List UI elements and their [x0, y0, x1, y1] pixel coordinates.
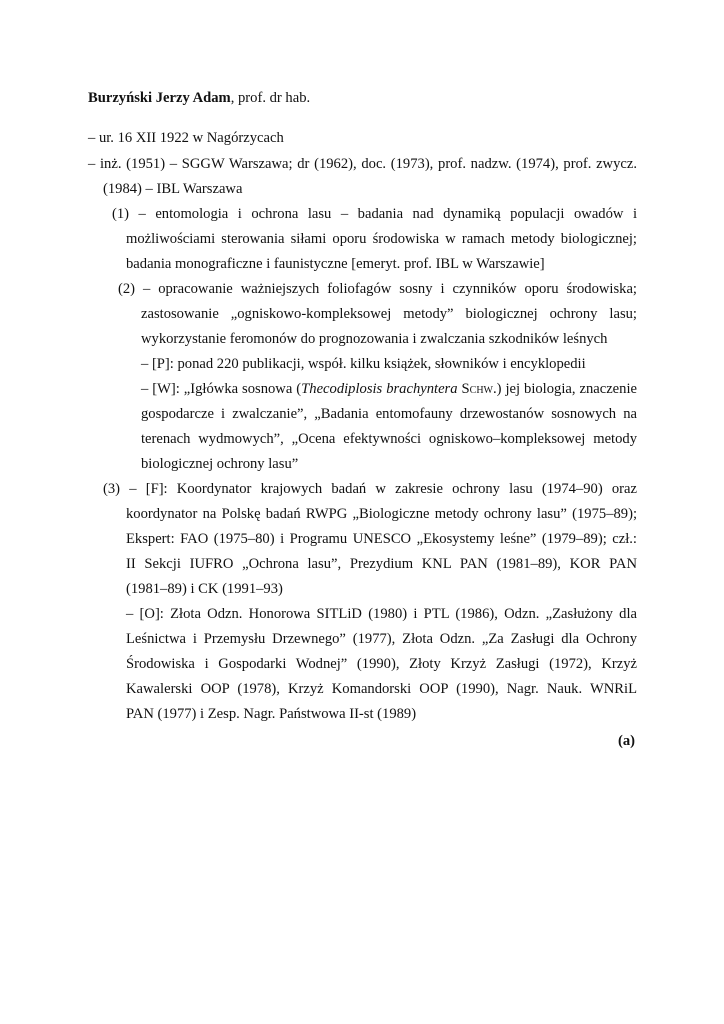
entry-heading [88, 86, 310, 111]
works-line: gospodarcze i zwalczanie”, „Badania entomofauny drzewostanów sosnowych na [141, 406, 637, 422]
person-name: Burzyński Jerzy Adam [88, 90, 231, 106]
works-suffix: ) jej biologia, znaczenie [496, 381, 637, 397]
birth-line: – ur. 16 XII 1922 w Nagórzycach [88, 130, 284, 146]
section-3-line: (1981–89) i CK (1991–93) [126, 581, 283, 597]
works-line [141, 377, 637, 402]
section-3-line: Ekspert: FAO (1975–80) i Programu UNESCO „Ekosystemy leśne” (1979–89); czł.: [126, 531, 637, 547]
section-1-line: badania monograficzne i faunistyczne [emeryt. prof. IBL w Warszawie] [126, 256, 545, 272]
publications-line: – [P]: ponad 220 publikacji, współ. kilku książek, słowników i encyklopedii [141, 356, 586, 372]
works-line: terenach wydmowych”, „Ocena efektywności ogniskowo–kompleksowej metody [141, 431, 637, 447]
section-1-line: możliwościami sterowania siłami oporu środowiska w ramach metody biologicznej; [126, 231, 637, 247]
person-title: , prof. dr hab. [230, 90, 311, 106]
species-author: Schw. [461, 381, 497, 397]
honors-line: Leśnictwa i Przemysłu Drzewnego” (1977), Złota Odzn. „Za Zasługi dla Ochrony [126, 631, 637, 647]
section-1-line: (1) – entomologia i ochrona lasu – badania nad dynamiką populacji owadów i [112, 206, 637, 222]
section-3-line: (3) – [F]: Koordynator krajowych badań w zakresie ochrony lasu (1974–90) oraz [103, 481, 637, 497]
works-prefix: – [W]: „Igłówka sosnowa ( [141, 381, 302, 397]
section-2-line: zastosowanie „ogniskowo-kompleksowej metody” biologicznej ochrony lasu; [141, 306, 637, 322]
section-2-line: (2) – opracowanie ważniejszych foliofagów sosny i czynników oporu środowiska; [118, 281, 637, 297]
honors-line: PAN (1977) i Zesp. Nagr. Państwowa II-st (1989) [126, 706, 417, 722]
entry-mark: (a) [618, 733, 636, 749]
section-3-line: II Sekcji IUFRO „Ochrona lasu”, Prezydium KNL PAN (1981–89), KOR PAN [126, 556, 637, 572]
works-line: biologicznej ochrony lasu” [141, 456, 299, 472]
honors-line: – [O]: Złota Odzn. Honorowa SITLiD (1980) i PTL (1986), Odzn. „Zasłużony dla [126, 606, 637, 622]
honors-line: Kawalerski OOP (1978), Krzyż Komandorski OOP (1990), Nagr. Nauk. WNRiL [126, 681, 637, 697]
section-3-line: koordynator na Polskę badań RWPG „Biologiczne metody ochrony lasu” (1975–89); [126, 506, 637, 522]
section-2-line: wykorzystanie feromonów do prognozowania i zwalczania szkodników leśnych [141, 331, 608, 347]
career-line: – inż. (1951) – SGGW Warszawa; dr (1962), doc. (1973), prof. nadzw. (1974), prof. zwycz. [88, 156, 637, 172]
species-name: Thecodiplosis brachyntera [301, 381, 458, 397]
career-line: (1984) – IBL Warszawa [103, 181, 243, 197]
honors-line: Środowiska i Gospodarki Wodnej” (1990), Złoty Krzyż Zasługi (1972), Krzyż [126, 656, 637, 672]
